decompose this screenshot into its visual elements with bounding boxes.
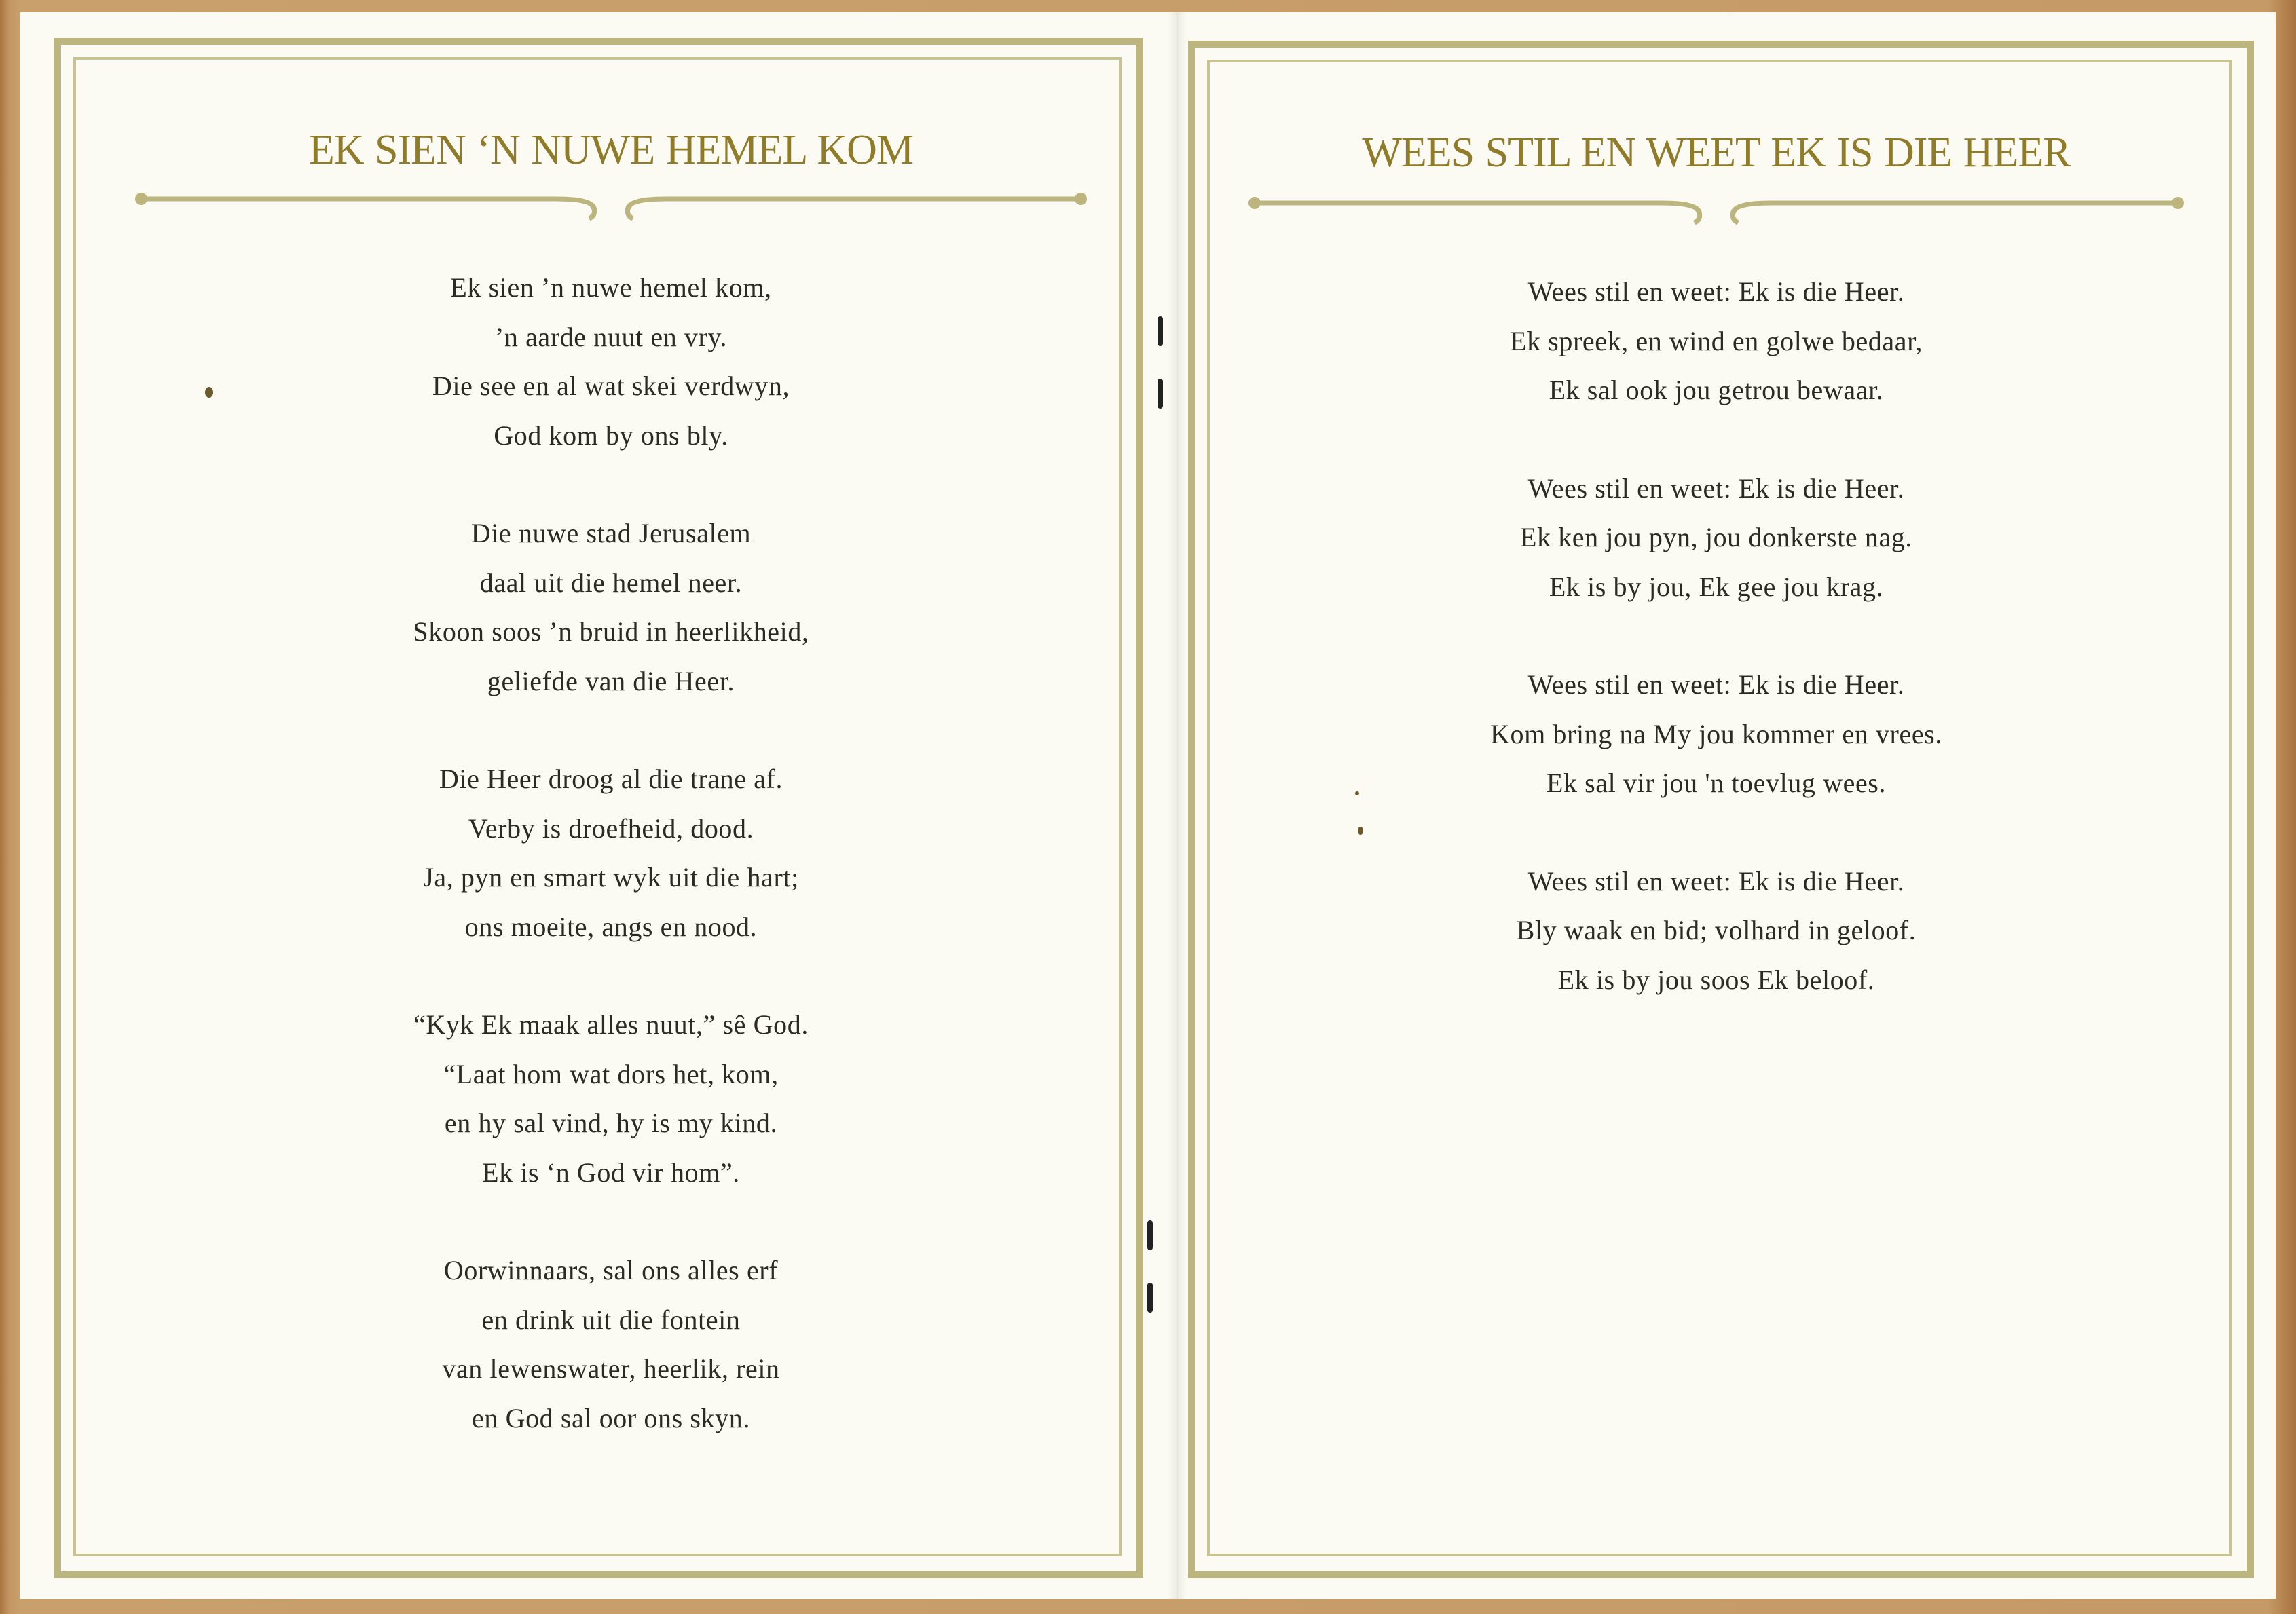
- lyric-line: ons moeite, angs en nood.: [464, 911, 758, 942]
- right-title-ornament: [1187, 179, 2246, 233]
- lyric-line: Die see en al wat skei verdwyn,: [432, 371, 790, 401]
- right-page-title: WEES STIL EN WEET EK IS DIE HEER: [1362, 130, 2071, 176]
- lyric-line: “Laat hom wat dors het, kom,: [443, 1058, 779, 1089]
- stanza: [68, 509, 1154, 706]
- lyric-line: Die nuwe stad Jerusalem: [470, 518, 752, 548]
- stanza: [1187, 464, 2246, 612]
- lyric-line: Ek sal vir jou 'n toevlug wees.: [1546, 768, 1887, 798]
- paper-speck: [1358, 827, 1363, 835]
- lyric-line: ’n aarde nuut en vry.: [494, 321, 728, 352]
- lyric-line: Ek is ‘n God vir hom”.: [482, 1157, 740, 1188]
- lyric-line: Die Heer droog al die trane af.: [439, 764, 783, 794]
- left-page: [20, 12, 1168, 1599]
- lyric-line: en drink uit die fontein: [481, 1304, 741, 1335]
- stanza: [68, 263, 1154, 460]
- lyric-line: Kom bring na My jou kommer en vrees.: [1490, 718, 1942, 749]
- lyric-line: en God sal oor ons skyn.: [472, 1402, 750, 1433]
- lyric-line: Ek is by jou soos Ek beloof.: [1557, 964, 1875, 995]
- right-page-lyrics: [1187, 267, 2246, 1053]
- lyric-line: Oorwinnaars, sal ons alles erf: [443, 1255, 779, 1285]
- lyric-line: Skoon soos ’n bruid in heerlikheid,: [413, 616, 809, 647]
- lyric-line: en hy sal vind, hy is my kind.: [444, 1108, 778, 1138]
- lyric-line: Ek is by jou, Ek gee jou krag.: [1549, 571, 1884, 602]
- left-page-lyrics: [68, 263, 1154, 1492]
- lyric-line: Wees stil en weet: Ek is die Heer.: [1527, 276, 1905, 307]
- stanza: [1187, 267, 2246, 415]
- lyric-line: van lewenswater, heerlik, rein: [442, 1353, 780, 1384]
- left-page-content: [68, 12, 1154, 1599]
- stanza: [68, 755, 1154, 952]
- lyric-line: Ja, pyn en smart wyk uit die hart;: [423, 862, 799, 893]
- lyric-line: Ek ken jou pyn, jou donkerste nag.: [1519, 522, 1913, 552]
- left-title-ornament: [68, 175, 1154, 229]
- lyric-line: Bly waak en bid; volhard in geloof.: [1516, 915, 1917, 945]
- lyric-line: God kom by ons bly.: [494, 419, 728, 451]
- booklet-spread: [20, 12, 2276, 1599]
- paper-speck: [1355, 791, 1359, 795]
- lyric-line: daal uit die hemel neer.: [479, 567, 743, 598]
- lyric-line: Ek spreek, en wind en golwe bedaar,: [1509, 325, 1923, 356]
- stanza: [1187, 660, 2246, 808]
- center-fold: [1168, 12, 1187, 1599]
- paper-speck: [205, 387, 213, 398]
- lyric-line: Ek sien ’n nuwe hemel kom,: [450, 272, 772, 303]
- stanza: [68, 1000, 1154, 1197]
- lyric-line: geliefde van die Heer.: [487, 665, 735, 696]
- lyric-line: Wees stil en weet: Ek is die Heer.: [1527, 669, 1905, 700]
- stanza: [68, 1246, 1154, 1443]
- lyric-line: Verby is droefheid, dood.: [468, 812, 754, 844]
- lyric-line: Wees stil en weet: Ek is die Heer.: [1527, 865, 1905, 897]
- lyric-line: “Kyk Ek maak alles nuut,” sê God.: [413, 1009, 809, 1040]
- lyric-line: Wees stil en weet: Ek is die Heer.: [1527, 472, 1905, 504]
- right-page: [1187, 12, 2276, 1599]
- left-page-title: EK SIEN ‘N NUWE HEMEL KOM: [308, 127, 914, 173]
- right-page-content: [1187, 12, 2246, 1599]
- lyric-line: Ek sal ook jou getrou bewaar.: [1549, 375, 1884, 405]
- stanza: [1187, 857, 2246, 1005]
